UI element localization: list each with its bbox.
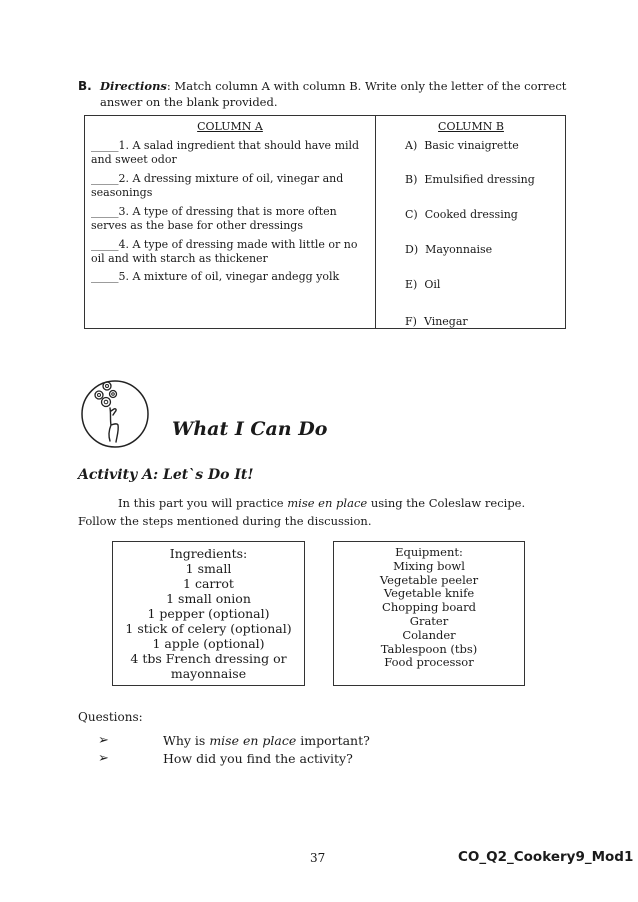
arrow-bullet-icon: ➢ bbox=[98, 751, 109, 766]
arrow-bullet-icon: ➢ bbox=[98, 733, 109, 748]
equipment-item: Colander bbox=[402, 627, 456, 642]
section-letter: B. bbox=[78, 79, 92, 93]
ingredient-item: 1 apple (optional) bbox=[152, 636, 265, 651]
column-b-item bbox=[405, 315, 468, 328]
column-divider bbox=[375, 116, 376, 328]
column-b-item bbox=[405, 278, 440, 291]
column-b-letter: C) bbox=[405, 208, 418, 221]
column-a-item: _____1. A salad ingredient that should have mild and sweet odor bbox=[91, 139, 360, 166]
ingredient-item: 1 small onion bbox=[166, 591, 251, 606]
column-b-letter: B) bbox=[405, 173, 418, 186]
equipment-title: Equipment: bbox=[395, 545, 463, 559]
intro-text: using the Coleslaw recipe. Follow the steps mentioned during the discussion. bbox=[78, 496, 526, 528]
question-item: How did you find the activity? bbox=[163, 751, 353, 766]
column-a-header: COLUMN A bbox=[197, 120, 263, 133]
column-a-item: _____4. A type of dressing made with little or no oil and with starch as thickener bbox=[91, 238, 358, 265]
activity-title: Activity A: Let`s Do It! bbox=[78, 467, 254, 483]
column-a-item: _____3. A type of dressing that is more often serves as the base for other dressings bbox=[91, 205, 337, 232]
equipment-item: Food processor bbox=[384, 655, 474, 670]
column-b-text: Mayonnaise bbox=[425, 243, 493, 256]
question-text: important? bbox=[296, 733, 370, 748]
directions-label: Directions bbox=[100, 79, 167, 93]
page-number: 37 bbox=[310, 851, 326, 865]
equipment-item: Tablespoon (tbs) bbox=[380, 641, 478, 656]
ingredient-item: 1 pepper (optional) bbox=[147, 606, 270, 621]
column-b-letter: E) bbox=[405, 278, 418, 291]
column-b-item bbox=[405, 139, 519, 152]
column-b-item bbox=[405, 173, 535, 186]
equipment-box bbox=[333, 541, 525, 686]
question-item bbox=[163, 733, 370, 748]
column-b-item bbox=[405, 208, 518, 221]
section-heading: What I Can Do bbox=[172, 418, 328, 440]
column-b-text: Basic vinaigrette bbox=[424, 139, 519, 152]
intro-text: In this part you will practice bbox=[118, 496, 288, 510]
column-b-text: Vinegar bbox=[423, 315, 468, 328]
ingredient-item: 4 tbs French dressing or mayonnaise bbox=[130, 651, 287, 681]
directions bbox=[100, 78, 580, 110]
ingredient-item: 1 small bbox=[185, 561, 232, 576]
column-b-letter: A) bbox=[405, 139, 418, 152]
intro-italic: mise en place bbox=[287, 496, 368, 510]
ingredients-title: Ingredients: bbox=[169, 546, 248, 561]
ingredient-item: 1 carrot bbox=[183, 576, 234, 591]
equipment-item: Chopping board bbox=[382, 600, 476, 615]
activity-intro bbox=[78, 494, 558, 530]
what-i-can-do-logo-icon bbox=[80, 378, 150, 448]
column-a-item: _____5. A mixture of oil, vinegar andegg yolk bbox=[91, 270, 340, 283]
question-italic: mise en place bbox=[209, 733, 297, 748]
matching-table bbox=[84, 115, 566, 329]
column-b-item bbox=[405, 243, 492, 256]
question-text: Why is bbox=[163, 733, 210, 748]
column-b-letter: D) bbox=[405, 243, 419, 256]
directions-text: : Match column A with column B. Write only the letter of the correct answer on the blank provided. bbox=[100, 79, 567, 109]
column-b-letter: F) bbox=[405, 315, 417, 328]
column-b-text: Cooked dressing bbox=[424, 208, 518, 221]
column-b-header: COLUMN B bbox=[438, 120, 504, 133]
ingredient-item: 1 stick of celery (optional) bbox=[125, 621, 292, 636]
equipment-item: Vegetable knife bbox=[383, 586, 475, 601]
ingredients-box bbox=[112, 541, 305, 686]
equipment-item: Grater bbox=[409, 613, 449, 628]
column-b-text: Oil bbox=[424, 278, 441, 291]
questions-label: Questions: bbox=[78, 710, 143, 724]
column-b-text: Emulsified dressing bbox=[424, 173, 535, 186]
module-code: CO_Q2_Cookery9_Mod1 bbox=[458, 849, 634, 865]
equipment-item: Mixing bowl bbox=[393, 558, 465, 573]
column-a-item: _____2. A dressing mixture of oil, vinegar and seasonings bbox=[91, 172, 344, 199]
equipment-item: Vegetable peeler bbox=[379, 572, 479, 587]
